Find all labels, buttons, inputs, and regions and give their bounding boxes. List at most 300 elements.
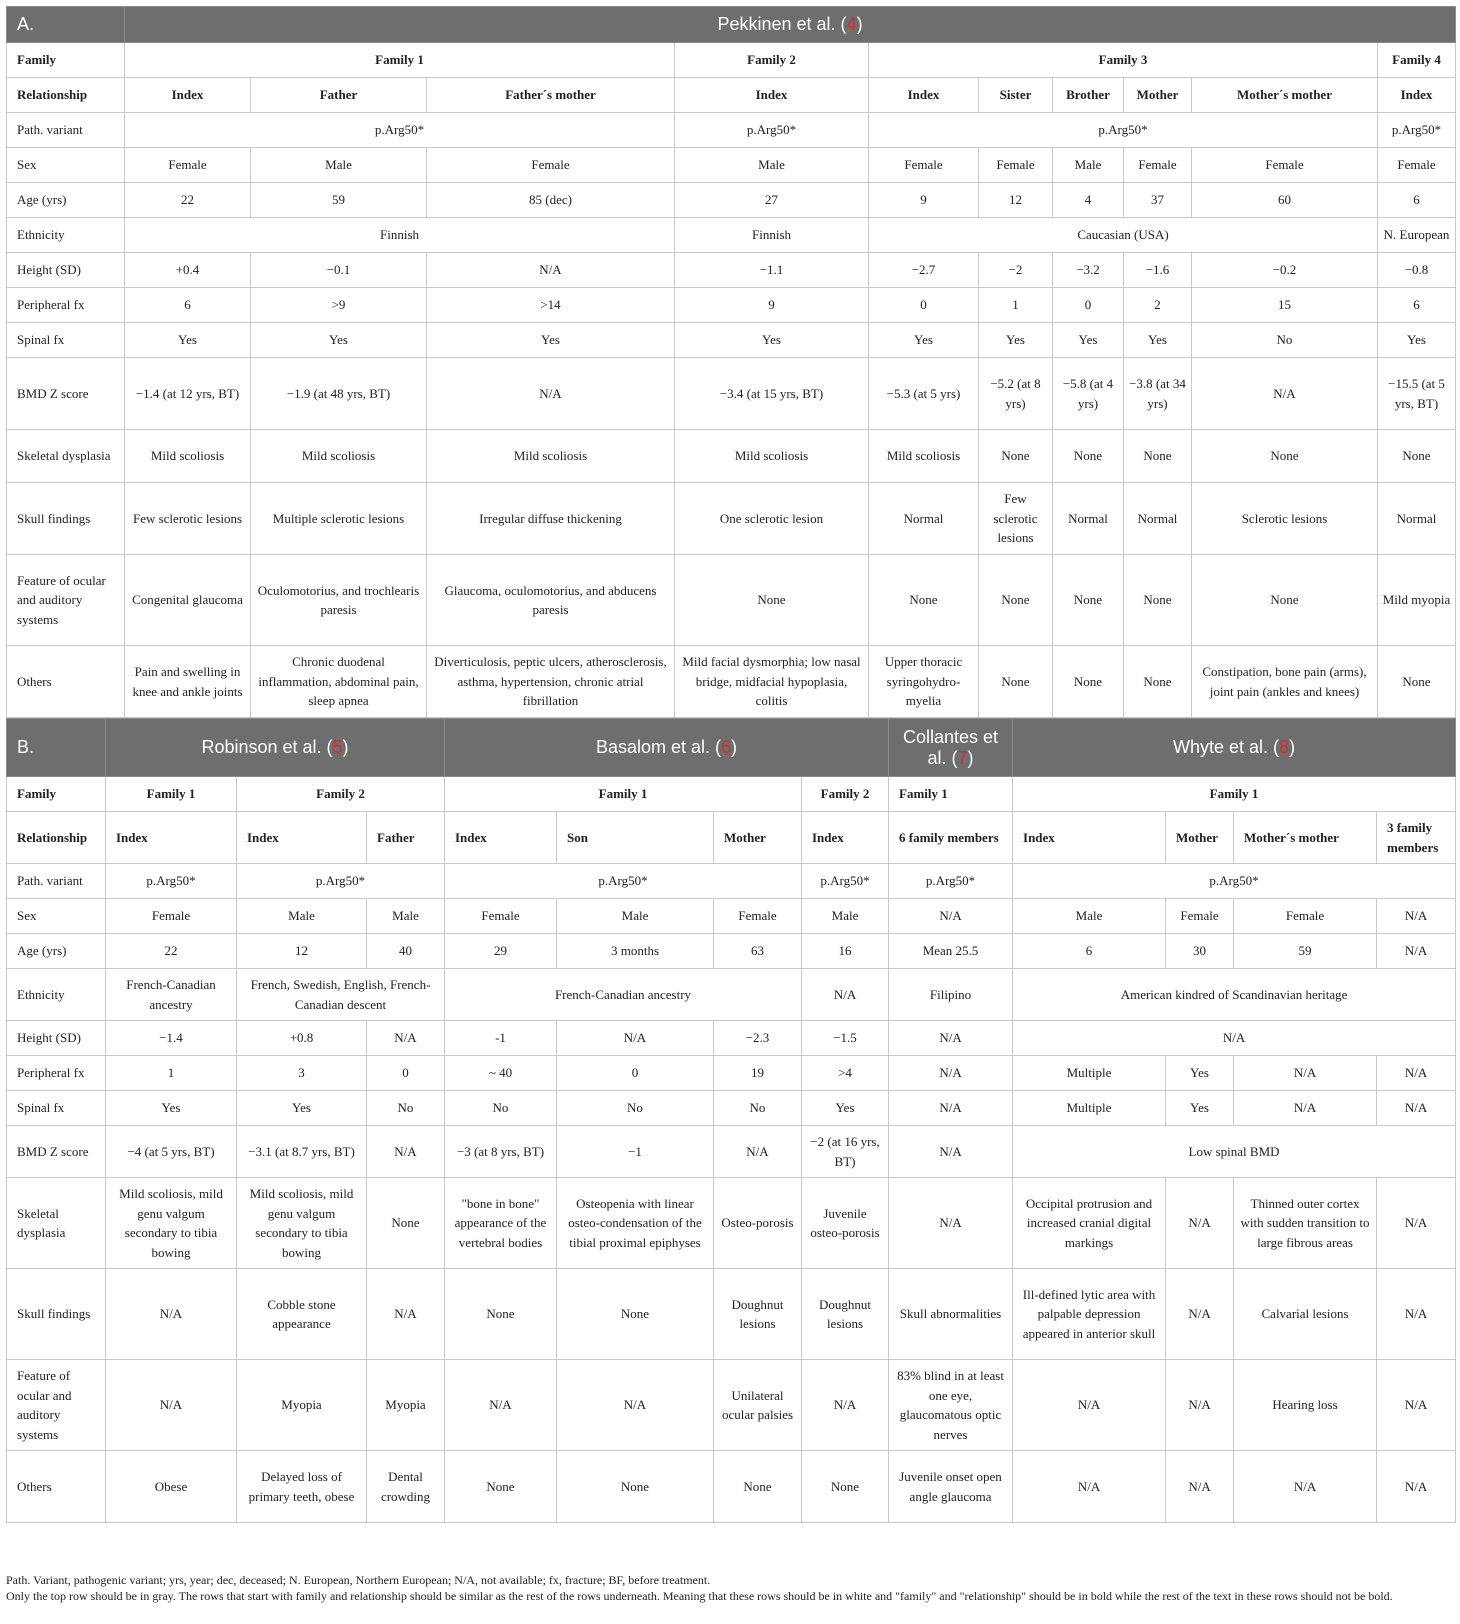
spinal-fx-row [7, 1091, 1456, 1126]
table-cell: Calvarial lesions [1234, 1269, 1377, 1360]
table-cell: Constipation, bone pain (arms), joint pain (ankles and knees) [1192, 646, 1378, 718]
table-cell: Normal [1378, 483, 1456, 555]
table-cell: Multiple [1013, 1091, 1166, 1126]
table-cell: −3 (at 8 yrs, BT) [445, 1126, 557, 1178]
table-cell: 0 [1053, 288, 1124, 323]
relationship-cell: Brother [1053, 78, 1124, 113]
table-cell: N/A [445, 1360, 557, 1451]
study-title-whyte [1013, 719, 1456, 777]
table-cell: N/A [889, 1091, 1013, 1126]
study-author: Whyte et al. ( [1173, 737, 1280, 758]
table-cell: One sclerotic lesion [675, 483, 869, 555]
table-cell: N/A [889, 1021, 1013, 1056]
table-cell: Juvenile osteo-porosis [802, 1178, 889, 1269]
table-cell: None [869, 555, 979, 646]
table-cell: −3.1 (at 8.7 yrs, BT) [237, 1126, 367, 1178]
section-a-study-title [125, 7, 1456, 43]
table-cell: 1 [106, 1056, 237, 1091]
table-cell: 83% blind in at least one eye, glaucomatous optic nerves [889, 1360, 1013, 1451]
table-cell: Few sclerotic lesions [979, 483, 1053, 555]
relationship-cell: Index [237, 812, 367, 864]
table-cell: Yes [1124, 323, 1192, 358]
row-label: Skeletal dysplasia [7, 1178, 106, 1269]
reference-link[interactable]: 5 [332, 737, 343, 758]
table-cell: 1 [979, 288, 1053, 323]
table-cell: −5.3 (at 5 yrs) [869, 358, 979, 430]
table-cell: +0.4 [125, 253, 251, 288]
table-cell: None [445, 1451, 557, 1523]
row-label: Path. variant [7, 864, 106, 899]
table-cell: -1 [445, 1021, 557, 1056]
table-cell: Oculomotorius, and trochlearis paresis [251, 555, 427, 646]
table-cell: None [1192, 430, 1378, 483]
table-cell: Juvenile onset open angle glaucoma [889, 1451, 1013, 1523]
table-cell: Ill-defined lytic area with palpable depression appeared in anterior skull [1013, 1269, 1166, 1360]
table-cell: 4 [1053, 183, 1124, 218]
variant-row [7, 113, 1456, 148]
table-cell: N/A [1377, 1451, 1456, 1523]
table-cell: −1.6 [1124, 253, 1192, 288]
section-b-header-row [7, 719, 1456, 777]
row-label: BMD Z score [7, 1126, 106, 1178]
table-cell: N/A [889, 1126, 1013, 1178]
table-section-a [6, 6, 1456, 718]
peripheral-fx-row [7, 288, 1456, 323]
study-author: Basalom et al. ( [595, 737, 722, 758]
skeletal-dysplasia-row [7, 430, 1456, 483]
table-cell: 30 [1166, 934, 1234, 969]
table-cell: N/A [1377, 899, 1456, 934]
family-row [7, 777, 1456, 812]
table-cell: Yes [979, 323, 1053, 358]
table-cell: 27 [675, 183, 869, 218]
table-cell: −5.2 (at 8 yrs) [979, 358, 1053, 430]
table-cell: p.Arg50* [869, 113, 1378, 148]
table-cell: Mild scoliosis [427, 430, 675, 483]
family-cell: Family 1 [445, 777, 802, 812]
table-footnotes [6, 1572, 1455, 1604]
table-cell: Finnish [675, 218, 869, 253]
study-title-collantes [889, 719, 1013, 777]
table-cell: None [1053, 555, 1124, 646]
reference-link[interactable]: 7 [957, 747, 968, 768]
table-cell: N/A [1377, 1091, 1456, 1126]
row-label: Sex [7, 899, 106, 934]
relationship-cell: Mother [714, 812, 802, 864]
table-cell: Yes [427, 323, 675, 358]
table-cell: +0.8 [237, 1021, 367, 1056]
study-author: Collantes et al. ( [902, 726, 999, 768]
table-cell: p.Arg50* [445, 864, 802, 899]
table-cell: p.Arg50* [675, 113, 869, 148]
table-cell: −0.8 [1378, 253, 1456, 288]
ocular-auditory-row [7, 1360, 1456, 1451]
table-cell: Osteopenia with linear osteo-condensation of the tibial proximal epiphyses [557, 1178, 714, 1269]
table-cell: None [1124, 555, 1192, 646]
table-cell: 59 [1234, 934, 1377, 969]
table-cell: Low spinal BMD [1013, 1126, 1456, 1178]
table-cell: p.Arg50* [1378, 113, 1456, 148]
relationship-cell: Mother [1166, 812, 1234, 864]
row-label: Ethnicity [7, 969, 106, 1021]
table-cell: N/A [1166, 1269, 1234, 1360]
row-label: Height (SD) [7, 1021, 106, 1056]
table-cell: N/A [1166, 1360, 1234, 1451]
table-cell: None [714, 1451, 802, 1523]
family-cell: Family 2 [802, 777, 889, 812]
table-cell: >14 [427, 288, 675, 323]
table-cell: −0.2 [1192, 253, 1378, 288]
family-cell: Family 4 [1378, 43, 1456, 78]
table-cell: Chronic duodenal inflammation, abdominal pain, sleep apnea [251, 646, 427, 718]
table-cell: No [557, 1091, 714, 1126]
others-row [7, 1451, 1456, 1523]
table-cell: French-Canadian ancestry [106, 969, 237, 1021]
table-cell: p.Arg50* [1013, 864, 1456, 899]
table-cell: >9 [251, 288, 427, 323]
table-cell: 16 [802, 934, 889, 969]
table-cell: Female [445, 899, 557, 934]
table-cell: N/A [427, 253, 675, 288]
table-cell: None [445, 1269, 557, 1360]
table-cell: N/A [1377, 1178, 1456, 1269]
table-cell: N/A [427, 358, 675, 430]
study-close: ) [967, 747, 974, 768]
table-cell: 60 [1192, 183, 1378, 218]
table-cell: N/A [1192, 358, 1378, 430]
relationship-cell: Index [445, 812, 557, 864]
table-cell: Congenital glaucoma [125, 555, 251, 646]
table-cell: −4 (at 5 yrs, BT) [106, 1126, 237, 1178]
row-label: Age (yrs) [7, 934, 106, 969]
table-cell: Yes [125, 323, 251, 358]
variant-row [7, 864, 1456, 899]
table-cell: Female [714, 899, 802, 934]
table-cell: 63 [714, 934, 802, 969]
table-cell: N/A [714, 1126, 802, 1178]
table-cell: Yes [1166, 1091, 1234, 1126]
table-cell: None [979, 430, 1053, 483]
table-cell: 0 [557, 1056, 714, 1091]
table-cell: Mean 25.5 [889, 934, 1013, 969]
table-cell: Mild scoliosis [251, 430, 427, 483]
table-cell: Sclerotic lesions [1192, 483, 1378, 555]
family-cell: Family 1 [125, 43, 675, 78]
table-cell: Male [251, 148, 427, 183]
table-cell: Female [979, 148, 1053, 183]
table-cell: Mild scoliosis [125, 430, 251, 483]
table-cell: American kindred of Scandinavian heritage [1013, 969, 1456, 1021]
table-cell: −1.4 (at 12 yrs, BT) [125, 358, 251, 430]
table-cell: Cobble stone appearance [237, 1269, 367, 1360]
sex-row [7, 148, 1456, 183]
table-cell: N/A [557, 1360, 714, 1451]
table-cell: Skull abnormalities [889, 1269, 1013, 1360]
table-cell: N/A [889, 1056, 1013, 1091]
table-cell: Multiple [1013, 1056, 1166, 1091]
table-cell: Occipital protrusion and increased cranial digital markings [1013, 1178, 1166, 1269]
table-cell: 12 [979, 183, 1053, 218]
relationship-cell: Mother´s mother [1234, 812, 1377, 864]
table-cell: Dental crowding [367, 1451, 445, 1523]
table-cell: No [714, 1091, 802, 1126]
table-cell: N/A [889, 1178, 1013, 1269]
table-cell: Glaucoma, oculomotorius, and abducens paresis [427, 555, 675, 646]
table-cell: −2.7 [869, 253, 979, 288]
spinal-fx-row [7, 323, 1456, 358]
table-cell: "bone in bone" appearance of the vertebral bodies [445, 1178, 557, 1269]
family-row [7, 43, 1456, 78]
table-cell: Delayed loss of primary teeth, obese [237, 1451, 367, 1523]
table-cell: −2.3 [714, 1021, 802, 1056]
relationship-cell: Sister [979, 78, 1053, 113]
row-label: Peripheral fx [7, 1056, 106, 1091]
family-cell: Family 2 [237, 777, 445, 812]
table-cell: Filipino [889, 969, 1013, 1021]
table-cell: Yes [237, 1091, 367, 1126]
table-cell: 6 [1378, 288, 1456, 323]
row-label: Feature of ocular and auditory systems [7, 555, 125, 646]
row-label: Relationship [7, 812, 106, 864]
table-cell: −1.1 [675, 253, 869, 288]
row-label: Peripheral fx [7, 288, 125, 323]
relationship-cell: Index [675, 78, 869, 113]
relationship-cell: Index [1013, 812, 1166, 864]
table-cell: N/A [802, 1360, 889, 1451]
family-cell: Family 1 [106, 777, 237, 812]
table-wrapper [6, 6, 1455, 1523]
table-cell: No [1192, 323, 1378, 358]
table-cell: N/A [1377, 934, 1456, 969]
skull-findings-row [7, 483, 1456, 555]
table-cell: −3.8 (at 34 yrs) [1124, 358, 1192, 430]
table-cell: 22 [106, 934, 237, 969]
row-label: Others [7, 646, 125, 718]
table-cell: N/A [1234, 1451, 1377, 1523]
relationship-cell: Father [367, 812, 445, 864]
table-cell: Diverticulosis, peptic ulcers, atherosclerosis, asthma, hypertension, chronic atrial fibrillation [427, 646, 675, 718]
table-cell: None [1124, 646, 1192, 718]
relationship-cell: Index [1378, 78, 1456, 113]
table-cell: 59 [251, 183, 427, 218]
table-cell: Mild myopia [1378, 555, 1456, 646]
table-cell: −2 [979, 253, 1053, 288]
table-cell: 6 [125, 288, 251, 323]
table-cell: −1 [557, 1126, 714, 1178]
relationship-cell: 6 family members [889, 812, 1013, 864]
table-cell: None [802, 1451, 889, 1523]
table-cell: −3.2 [1053, 253, 1124, 288]
relationship-cell: 3 family members [1377, 812, 1456, 864]
relationship-cell: Son [557, 812, 714, 864]
table-cell: Female [1166, 899, 1234, 934]
table-cell: Mild scoliosis, mild genu valgum secondary to tibia bowing [237, 1178, 367, 1269]
row-label: Spinal fx [7, 1091, 106, 1126]
others-row [7, 646, 1456, 718]
table-cell: French-Canadian ancestry [445, 969, 802, 1021]
row-label: Relationship [7, 78, 125, 113]
table-cell: None [1378, 430, 1456, 483]
table-cell: Yes [1378, 323, 1456, 358]
table-cell: Male [802, 899, 889, 934]
table-cell: Normal [1053, 483, 1124, 555]
bmd-row [7, 358, 1456, 430]
table-cell: N/A [889, 899, 1013, 934]
table-cell: −1.4 [106, 1021, 237, 1056]
table-cell: −2 (at 16 yrs, BT) [802, 1126, 889, 1178]
table-cell: p.Arg50* [889, 864, 1013, 899]
table-cell: French, Swedish, English, French-Canadian descent [237, 969, 445, 1021]
relationship-row [7, 812, 1456, 864]
table-cell: Female [869, 148, 979, 183]
table-cell: N/A [106, 1269, 237, 1360]
row-label: Family [7, 777, 106, 812]
table-cell: 6 [1013, 934, 1166, 969]
table-cell: N/A [1377, 1360, 1456, 1451]
table-cell: −3.4 (at 15 yrs, BT) [675, 358, 869, 430]
table-cell: 9 [675, 288, 869, 323]
ethnicity-row [7, 969, 1456, 1021]
table-cell: 3 [237, 1056, 367, 1091]
table-cell: Hearing loss [1234, 1360, 1377, 1451]
table-cell: Normal [869, 483, 979, 555]
row-label: Others [7, 1451, 106, 1523]
table-cell: Normal [1124, 483, 1192, 555]
relationship-cell: Father [251, 78, 427, 113]
table-cell: No [367, 1091, 445, 1126]
age-row [7, 183, 1456, 218]
row-label: Age (yrs) [7, 183, 125, 218]
ethnicity-row [7, 218, 1456, 253]
table-cell: Mild scoliosis [869, 430, 979, 483]
age-row [7, 934, 1456, 969]
table-cell: Male [557, 899, 714, 934]
table-cell: Yes [1166, 1056, 1234, 1091]
table-cell: N/A [1013, 1451, 1166, 1523]
table-cell: −15.5 (at 5 yrs, BT) [1378, 358, 1456, 430]
table-cell: Yes [106, 1091, 237, 1126]
relationship-cell: Index [106, 812, 237, 864]
table-cell: Myopia [237, 1360, 367, 1451]
table-cell: N/A [106, 1360, 237, 1451]
footnote-instructions: Only the top row should be in gray. The rows that start with family and relationship should be similar as the rest of the rows underneath. Meaning that these rows should be in white and "family" and "relationship" should be in bold while the rest of the text in these rows should not be bold. [6, 1589, 1393, 1603]
row-label: BMD Z score [7, 358, 125, 430]
family-cell: Family 1 [889, 777, 1013, 812]
table-cell: None [979, 555, 1053, 646]
table-cell: >4 [802, 1056, 889, 1091]
table-cell: 85 (dec) [427, 183, 675, 218]
table-cell: N/A [557, 1021, 714, 1056]
table-cell: Caucasian (USA) [869, 218, 1378, 253]
study-author: Pekkinen et al. ( [717, 14, 847, 35]
table-cell: Few sclerotic lesions [125, 483, 251, 555]
relationship-cell: Index [869, 78, 979, 113]
table-cell: 22 [125, 183, 251, 218]
row-label: Ethnicity [7, 218, 125, 253]
section-b-label: B. [7, 719, 106, 777]
relationship-cell: Mother [1124, 78, 1192, 113]
height-row [7, 1021, 1456, 1056]
table-cell: N/A [1013, 1021, 1456, 1056]
study-title-robinson [106, 719, 445, 777]
skull-findings-row [7, 1269, 1456, 1360]
table-cell: Yes [869, 323, 979, 358]
table-cell: Pain and swelling in knee and ankle joints [125, 646, 251, 718]
row-label: Path. variant [7, 113, 125, 148]
table-cell: 6 [1378, 183, 1456, 218]
bmd-row [7, 1126, 1456, 1178]
study-title-basalom [445, 719, 889, 777]
table-cell: Osteo-porosis [714, 1178, 802, 1269]
table-cell: N/A [1013, 1360, 1166, 1451]
table-cell: N/A [802, 969, 889, 1021]
footnote-abbreviations: Path. Variant, pathogenic variant; yrs, year; dec, deceased; N. European, Northern European; N/A, not available; fx, fracture; BF, before treatment. [6, 1573, 711, 1587]
table-cell: 29 [445, 934, 557, 969]
row-label: Family [7, 43, 125, 78]
table-cell: 0 [367, 1056, 445, 1091]
table-cell: Yes [802, 1091, 889, 1126]
table-cell: No [445, 1091, 557, 1126]
table-cell: −0.1 [251, 253, 427, 288]
table-cell: Yes [251, 323, 427, 358]
table-cell: Male [367, 899, 445, 934]
table-cell: Female [1124, 148, 1192, 183]
table-cell: Female [1234, 899, 1377, 934]
table-cell: 0 [869, 288, 979, 323]
table-cell: None [557, 1269, 714, 1360]
relationship-cell: Index [125, 78, 251, 113]
reference-link[interactable]: 4 [846, 14, 857, 35]
table-cell: −5.8 (at 4 yrs) [1053, 358, 1124, 430]
family-cell: Family 1 [1013, 777, 1456, 812]
table-cell: None [367, 1178, 445, 1269]
table-cell: None [675, 555, 869, 646]
relationship-cell: Father´s mother [427, 78, 675, 113]
table-cell: Mild scoliosis, mild genu valgum secondary to tibia bowing [106, 1178, 237, 1269]
row-label: Skeletal dysplasia [7, 430, 125, 483]
table-cell: Female [106, 899, 237, 934]
row-label: Feature of ocular and auditory systems [7, 1360, 106, 1451]
table-cell: Obese [106, 1451, 237, 1523]
table-cell: 12 [237, 934, 367, 969]
table-cell: 2 [1124, 288, 1192, 323]
reference-link[interactable]: 6 [721, 737, 732, 758]
table-cell: Thinned outer cortex with sudden transition to large fibrous areas [1234, 1178, 1377, 1269]
table-cell: N. European [1378, 218, 1456, 253]
row-label: Skull findings [7, 1269, 106, 1360]
table-cell: 15 [1192, 288, 1378, 323]
skeletal-dysplasia-row [7, 1178, 1456, 1269]
table-cell: Finnish [125, 218, 675, 253]
table-cell: 40 [367, 934, 445, 969]
table-cell: Female [1192, 148, 1378, 183]
family-cell: Family 2 [675, 43, 869, 78]
table-cell: p.Arg50* [125, 113, 675, 148]
relationship-cell: Index [802, 812, 889, 864]
table-cell: None [557, 1451, 714, 1523]
table-cell: ~ 40 [445, 1056, 557, 1091]
reference-link[interactable]: 8 [1279, 737, 1290, 758]
table-cell: None [1053, 430, 1124, 483]
table-cell: None [1124, 430, 1192, 483]
table-cell: −1.9 (at 48 yrs, BT) [251, 358, 427, 430]
table-cell: N/A [1234, 1091, 1377, 1126]
table-cell: None [979, 646, 1053, 718]
table-cell: N/A [1234, 1056, 1377, 1091]
study-close: ) [731, 737, 738, 758]
study-close: ) [342, 737, 349, 758]
table-cell: Mild scoliosis [675, 430, 869, 483]
